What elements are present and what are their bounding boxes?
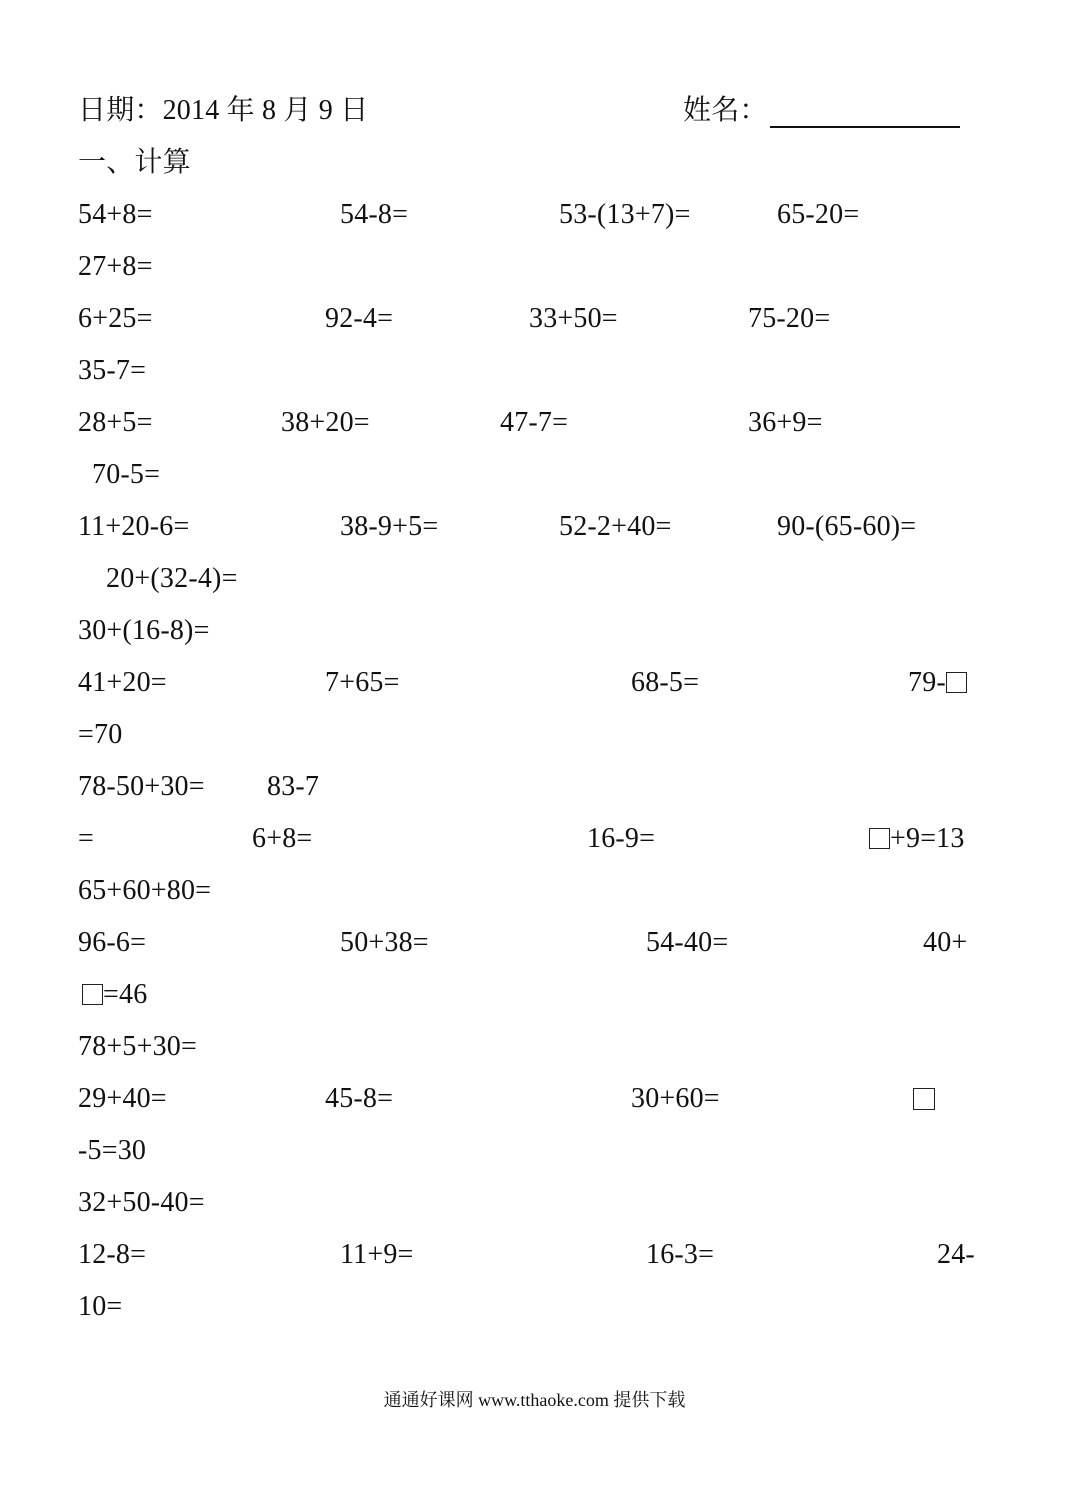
name-label: 姓名： [683, 95, 768, 126]
problem [869, 825, 965, 853]
footer-text: 通通好课网 www.tthaoke.com 提供下载 [383, 1390, 686, 1410]
problem: 83-7 [267, 771, 320, 802]
name-blank-line [770, 126, 960, 128]
problem: 52-2+40= [559, 511, 672, 542]
problem: 54-8= [340, 199, 409, 230]
answer-box[interactable] [869, 828, 890, 849]
problem: 45-8= [325, 1083, 394, 1114]
problem: 20+(32-4)= [106, 563, 238, 594]
problem: 38+20= [281, 407, 370, 438]
problem: 35-7= [78, 355, 147, 386]
answer-box[interactable] [913, 1088, 935, 1110]
problem: 68-5= [631, 667, 700, 698]
problem: 24- [937, 1239, 975, 1270]
problem: 90-(65-60)= [777, 511, 917, 542]
problem: 53-(13+7)= [559, 199, 691, 230]
problem: 54+8= [78, 199, 153, 230]
problem: 29+40= [78, 1083, 167, 1114]
problem: 50+38= [340, 927, 429, 958]
problem: -5=30 [78, 1135, 147, 1166]
problem: 11+9= [340, 1239, 414, 1270]
problem-text: 79- [908, 667, 946, 698]
problem: = [78, 823, 94, 854]
problem: 36+9= [748, 407, 823, 438]
problem-text: =46 [103, 979, 148, 1010]
problem: 47-7= [500, 407, 569, 438]
problem: 41+20= [78, 667, 167, 698]
problem: 30+60= [631, 1083, 720, 1114]
problem: 96-6= [78, 927, 147, 958]
problem: 75-20= [748, 303, 831, 334]
problem: 7+65= [325, 667, 400, 698]
problem: 11+20-6= [78, 511, 190, 542]
problem: 32+50-40= [78, 1187, 205, 1218]
problem: 92-4= [325, 303, 394, 334]
problem: 6+8= [252, 823, 313, 854]
problem: 27+8= [78, 251, 153, 282]
problem: 38-9+5= [340, 511, 439, 542]
problem: 65-20= [777, 199, 860, 230]
problem: 70-5= [92, 459, 161, 490]
problem: 40+ [923, 927, 968, 958]
problem: 78+5+30= [78, 1031, 197, 1062]
problem: 16-3= [646, 1239, 715, 1270]
problem: 65+60+80= [78, 875, 212, 906]
problem: 6+25= [78, 303, 153, 334]
problem: 16-9= [587, 823, 656, 854]
problem: 10= [78, 1291, 123, 1322]
problem: =70 [78, 719, 123, 750]
problem: 30+(16-8)= [78, 615, 210, 646]
answer-box[interactable] [82, 984, 103, 1005]
problem: 78-50+30= [78, 771, 205, 802]
problem: 12-8= [78, 1239, 147, 1270]
problem [82, 981, 147, 1009]
problem: 54-40= [646, 927, 729, 958]
answer-box[interactable] [946, 672, 967, 693]
problem [908, 669, 967, 697]
problem: 33+50= [529, 303, 618, 334]
section-title: 一、计算 [78, 147, 191, 178]
problem: 28+5= [78, 407, 153, 438]
problem-text: +9=13 [890, 823, 965, 854]
date-label: 日期：2014 年 8 月 9 日 [78, 95, 369, 126]
